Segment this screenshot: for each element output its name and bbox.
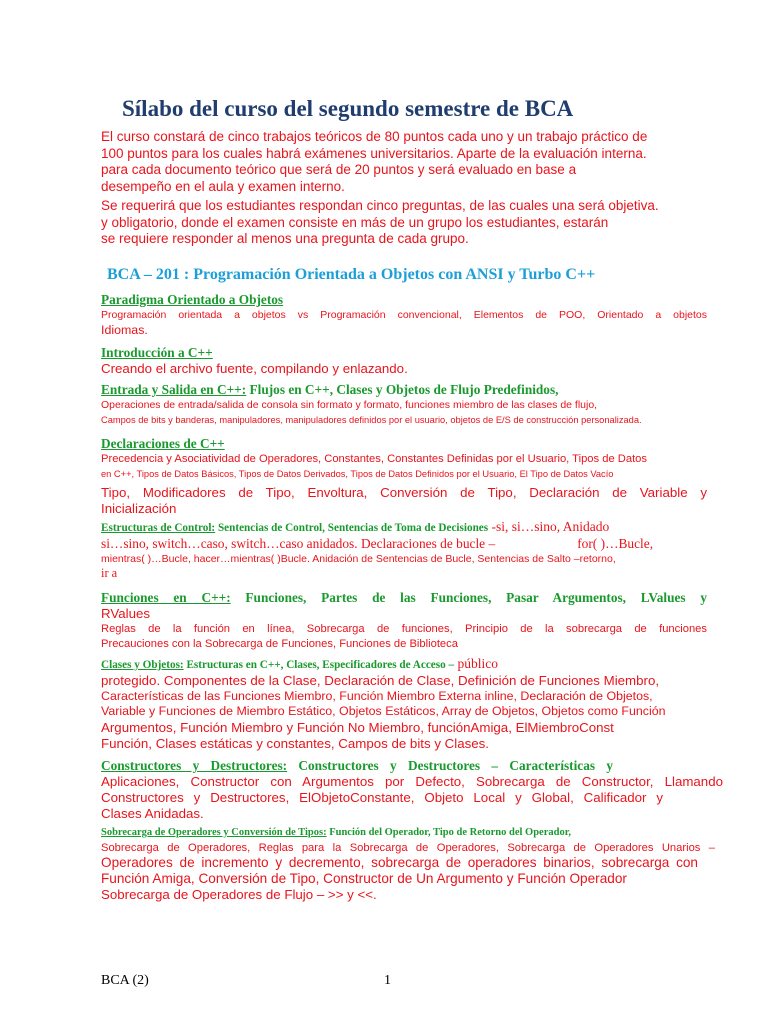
section-heading bbox=[101, 590, 707, 606]
section-line: Operadores de incremento y decremento, sobrecarga de operadores binarios, sobrecarga con bbox=[101, 855, 698, 870]
section-line: Clases Anidadas. bbox=[101, 806, 204, 821]
section-line bbox=[101, 536, 707, 552]
section-clases-objetos bbox=[101, 657, 707, 752]
section-heading-label: Sobrecarga de Operadores y Conversión de Tipos: bbox=[101, 827, 327, 838]
section-heading: Paradigma Orientado a Objetos bbox=[101, 292, 284, 307]
section-line: RValues bbox=[101, 606, 151, 621]
section-heading-label: Estructuras de Control: bbox=[101, 522, 216, 534]
section-line: Sobrecarga de Operadores, Reglas para la Sobrecarga de Operadores, Sobrecarga de Operadores Unarios – bbox=[101, 841, 715, 854]
section-heading-label: Clases y Objetos: bbox=[101, 659, 184, 671]
section-heading bbox=[101, 657, 707, 673]
section-heading: Introducción a C++ bbox=[101, 345, 213, 360]
section-paradigma bbox=[101, 292, 707, 338]
section-heading-topics: Flujos en C++, Clases y Objetos de Flujo Predefinidos, bbox=[246, 382, 559, 397]
section-heading-label: Constructores y Destructores: bbox=[101, 758, 288, 773]
section-line: protegido. Componentes de la Clase, Declaración de Clase, Definición de Funciones Miembro, bbox=[101, 672, 660, 688]
section-line: Características de las Funciones Miembro, Función Miembro Externa inline, Declaración de Objetos, bbox=[101, 688, 653, 703]
section-declaraciones bbox=[101, 436, 707, 517]
intro-line: desempeño en el aula y examen interno. bbox=[101, 178, 345, 194]
section-line: Precauciones con la Sobrecarga de Funciones, Funciones de Biblioteca bbox=[101, 637, 458, 650]
section-line: Programación orientada a objetos vs Programación convencional, Elementos de POO, Orientado a objetos bbox=[101, 309, 707, 321]
section-line: Constructores y Destructores, ElObjetoConstante, Objeto Local y Global, Calificador y bbox=[101, 790, 663, 805]
section-line: Sobrecarga de Operadores de Flujo – >> y <<. bbox=[101, 887, 377, 902]
section-line: Campos de bits y banderas, manipuladores, manipuladores definidos por el usuario, objetos de E/S de construcción personalizada. bbox=[101, 414, 642, 425]
intro-line: se requiere responder al menos una pregunta de cada grupo. bbox=[101, 231, 469, 247]
intro-line: El curso constará de cinco trabajos teóricos de 80 puntos cada uno y un trabajo práctico de bbox=[101, 129, 648, 144]
section-heading-topics: Estructuras en C++, Clases, Especificadores de Acceso – bbox=[183, 659, 455, 671]
course-title: BCA – 201 : Programación Orientada a Objetos con ANSI y Turbo C++ bbox=[107, 266, 596, 283]
section-line: Reglas de la función en línea, Sobrecarga de funciones, Principio de la sobrecarga de funciones bbox=[101, 623, 707, 635]
section-constructores bbox=[101, 758, 723, 822]
section-heading-topics: Funciones, Partes de las Funciones, Pasar Argumentos, LValues y bbox=[230, 590, 707, 605]
section-heading-label: Funciones en C++: bbox=[101, 590, 231, 605]
section-line: Argumentos, Función Miembro y Función No Miembro, funciónAmiga, ElMiembroConst bbox=[101, 719, 614, 735]
intro-paragraph-1 bbox=[101, 129, 701, 195]
section-line: ir a bbox=[101, 566, 118, 580]
intro-line: Se requerirá que los estudiantes respondan cinco preguntas, de las cuales una será objetiva. bbox=[101, 198, 659, 213]
section-line: Inicialización bbox=[101, 500, 177, 516]
section-line: Variable y Funciones de Miembro Estático, Objetos Estáticos, Array de Objetos, Objetos como Función bbox=[101, 704, 666, 718]
section-line: Función Amiga, Conversión de Tipo, Constructor de Un Argumento y Función Operador bbox=[101, 871, 627, 886]
section-heading-topics: Función del Operador, Tipo de Retorno del Operador, bbox=[326, 827, 572, 838]
section-funciones bbox=[101, 590, 707, 651]
section-estructuras-control bbox=[101, 520, 707, 582]
section-entrada-salida bbox=[101, 382, 707, 427]
section-line: Función, Clases estáticas y constantes, Campos de bits y Clases. bbox=[101, 735, 489, 751]
section-heading bbox=[101, 758, 613, 774]
section-line: -si, si…sino, Anidado bbox=[488, 520, 610, 534]
section-sobrecarga bbox=[101, 826, 715, 903]
intro-line: y obligatorio, donde el examen consiste en más de un grupo los estudiantes, estarán bbox=[101, 214, 609, 230]
section-heading bbox=[101, 382, 707, 398]
intro-paragraph-2 bbox=[101, 198, 701, 248]
section-line: público bbox=[454, 657, 498, 671]
page-number: 1 bbox=[384, 973, 391, 988]
intro-line: para cada documento teórico que será de 20 puntos y será evaluado en base a bbox=[101, 162, 577, 178]
section-line: mientras( )…Bucle, hacer…mientras( )Bucle. Anidación de Sentencias de Bucle, Sentencias de Salto –retorno, bbox=[101, 552, 616, 565]
section-line: Aplicaciones, Constructor con Argumentos por Defecto, Sobrecarga de Constructor, Llamando bbox=[101, 774, 723, 789]
section-line: Tipo, Modificadores de Tipo, Envoltura, Conversión de Tipo, Declaración de Variable y bbox=[101, 484, 707, 500]
section-line-text: for( )…Bucle, bbox=[577, 535, 654, 551]
section-heading bbox=[101, 520, 707, 536]
section-line-text: si…sino, switch…caso, switch…caso anidados. Declaraciones de bucle – bbox=[101, 535, 496, 551]
section-line: Precedencia y Asociatividad de Operadores, Constantes, Constantes Definidas por el Usuario, Tipos de Datos bbox=[101, 453, 648, 465]
section-heading-topics: Constructores y Destructores – Características y bbox=[287, 758, 613, 773]
footer-doc-id: BCA (2) bbox=[101, 973, 149, 988]
section-heading-topics: Sentencias de Control, Sentencias de Toma de Decisiones bbox=[215, 522, 489, 534]
section-line: en C++, Tipos de Datos Básicos, Tipos de Datos Derivados, Tipos de Datos Definidos por el Usuario, El Tipo de Datos Vacío bbox=[101, 468, 614, 479]
section-line: Creando el archivo fuente, compilando y enlazando. bbox=[101, 361, 408, 376]
page-title: Sílabo del curso del segundo semestre de BCA bbox=[122, 96, 574, 121]
section-line: Operaciones de entrada/salida de consola sin formato y formato, funciones miembro de las clases de flujo, bbox=[101, 399, 598, 411]
section-introduccion bbox=[101, 345, 707, 377]
section-line: Idiomas. bbox=[101, 322, 148, 337]
section-heading: Declaraciones de C++ bbox=[101, 436, 225, 451]
section-heading-label: Entrada y Salida en C++: bbox=[101, 382, 247, 397]
section-heading bbox=[101, 826, 715, 841]
intro-line: 100 puntos para los cuales habrá exámenes universitarios. Aparte de la evaluación interna. bbox=[101, 145, 647, 161]
